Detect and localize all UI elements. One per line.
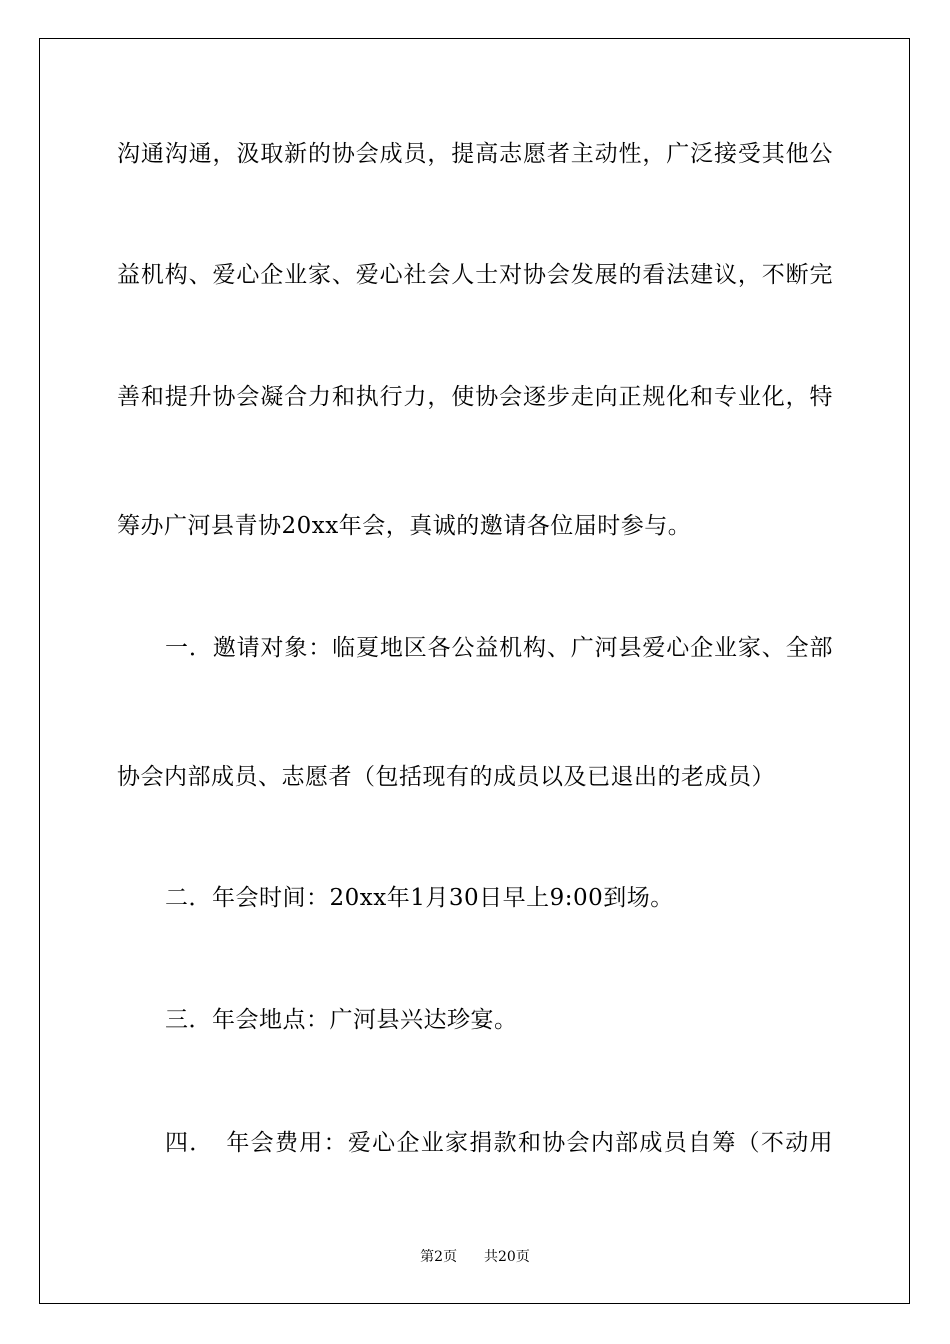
page-border <box>39 38 910 1304</box>
section-invitees-line-1: 一．邀请对象：临夏地区各公益机构、广河县爱心企业家、全部 <box>165 635 833 661</box>
section-invitees-line-2: 协会内部成员、志愿者（包括现有的成员以及已退出的老成员） <box>117 764 775 790</box>
paragraph-line-3: 善和提升协会凝合力和执行力，使协会逐步走向正规化和专业化，特 <box>117 384 833 410</box>
page-footer <box>0 1248 950 1266</box>
section-time: 二．年会时间：20xx年1月30日早上9:00到场。 <box>165 885 674 911</box>
paragraph-line-1: 沟通沟通，汲取新的协会成员，提高志愿者主动性，广泛接受其他公 <box>117 141 833 167</box>
section-cost: 四． 年会费用：爱心企业家捐款和协会内部成员自筹（不动用 <box>165 1130 833 1156</box>
page-total: 共20页 <box>484 1249 530 1265</box>
paragraph-line-2: 益机构、爱心企业家、爱心社会人士对协会发展的看法建议，不断完 <box>117 262 833 288</box>
page-number: 第2页 <box>420 1249 458 1265</box>
section-location: 三．年会地点：广河县兴达珍宴。 <box>165 1007 518 1033</box>
paragraph-line-4: 筹办广河县青协20xx年会，真诚的邀请各位届时参与。 <box>117 513 692 539</box>
